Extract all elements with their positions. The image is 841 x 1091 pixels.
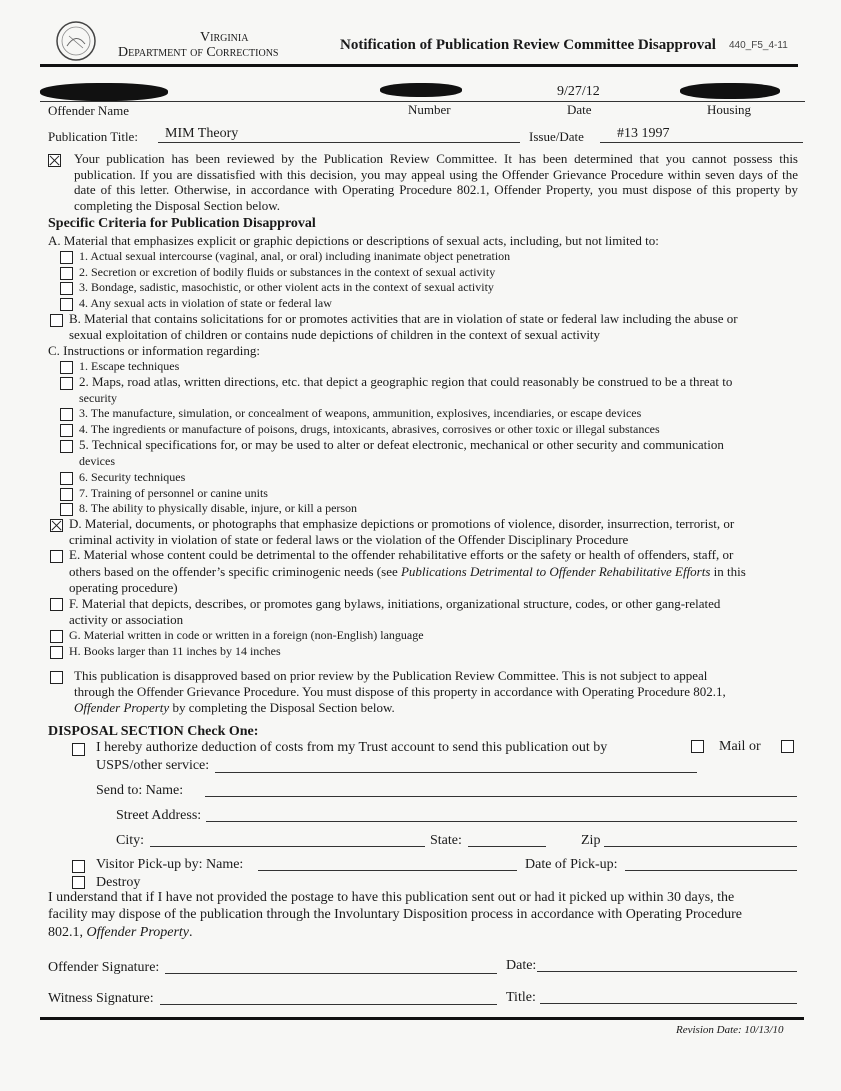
authorize-text: I hereby authorize deduction of costs from my Trust account to send this publication out by: [96, 740, 608, 755]
witness-title-line[interactable]: [540, 1003, 797, 1004]
criteria-g-checkbox[interactable]: [50, 630, 63, 643]
mail-checkbox[interactable]: [691, 740, 704, 753]
signature-date-line[interactable]: [537, 971, 797, 972]
criteria-c3-label: 3. The manufacture, simulation, or concealment of weapons, ammunition, explosives, incendiaries, or escape devices: [79, 406, 642, 420]
destroy-label: Destroy: [96, 875, 141, 890]
criteria-b-line2: sexual exploitation of children or contains nude depictions of children in the context of sexual activity: [69, 327, 601, 342]
criteria-b-checkbox[interactable]: [50, 314, 63, 327]
agency-name-line1: Virginia: [200, 30, 249, 45]
criteria-f-checkbox[interactable]: [50, 598, 63, 611]
criteria-h-label: H. Books larger than 11 inches by 14 inches: [69, 644, 281, 658]
criteria-f-line2: activity or association: [69, 612, 184, 627]
witness-signature-line[interactable]: [160, 1004, 497, 1005]
publication-title-line: [158, 142, 520, 143]
offender-signature-line[interactable]: [165, 973, 497, 974]
criteria-e-line2-italic: Publications Detrimental to Offender Rehabilitative Efforts: [400, 564, 711, 579]
housing-label: Housing: [707, 102, 752, 117]
criteria-c7-checkbox[interactable]: [60, 488, 73, 501]
offender-number-label: Number: [408, 102, 451, 117]
visitor-pickup-name-line[interactable]: [258, 870, 517, 871]
criteria-a3-checkbox[interactable]: [60, 282, 73, 295]
criteria-c6-checkbox[interactable]: [60, 472, 73, 485]
street-address-label: Street Address:: [116, 808, 202, 823]
criteria-g-label: G. Material written in code or written in a foreign (non-English) language: [69, 628, 424, 642]
send-to-name-label: Send to: Name:: [96, 783, 184, 798]
criteria-c1-checkbox[interactable]: [60, 361, 73, 374]
prior-review-checkbox[interactable]: [50, 671, 63, 684]
issue-date-label: Issue/Date: [529, 129, 584, 144]
authorize-checkbox[interactable]: [72, 743, 85, 756]
criteria-d-line2: criminal activity in violation of state or federal laws or the violation of the Offender Disciplinary Procedure: [69, 532, 629, 547]
zip-label: Zip: [581, 833, 601, 848]
criteria-c1-label: 1. Escape techniques: [79, 359, 180, 373]
criteria-c4-checkbox[interactable]: [60, 424, 73, 437]
criteria-c2-line1: 2. Maps, road atlas, written directions, etc. that depict a geographic region that could reasonably be construed to be a threat to: [79, 374, 733, 389]
criteria-c2-checkbox[interactable]: [60, 377, 73, 390]
criteria-c3-checkbox[interactable]: [60, 408, 73, 421]
visitor-pickup-checkbox[interactable]: [72, 860, 85, 873]
criteria-h-checkbox[interactable]: [50, 646, 63, 659]
footer-rule: [40, 1017, 804, 1020]
criteria-c5-checkbox[interactable]: [60, 440, 73, 453]
offender-signature-label: Offender Signature:: [48, 960, 160, 975]
prior-review-line3: [74, 700, 395, 716]
prior-review-line2: through the Offender Grievance Procedure. You must dispose of this property in accordance with Operating Procedure 802.1,: [74, 684, 726, 699]
criteria-c5-line1: 5. Technical specifications for, or may be used to alter or defeat electronic, mechanical or other security and communication: [79, 437, 724, 452]
prior-review-line3-rest: by completing the Disposal Section below.: [169, 700, 395, 715]
virginia-seal-icon: [55, 20, 97, 62]
issue-date-value: #13 1997: [617, 126, 670, 141]
mail-label: Mail or: [719, 739, 761, 754]
redacted-offender-number: [380, 83, 462, 97]
revision-date: Revision Date: 10/13/10: [676, 1024, 784, 1036]
pickup-date-line[interactable]: [625, 870, 797, 871]
redacted-housing: [680, 83, 780, 99]
issue-date-line: [600, 142, 803, 143]
criteria-e-line2-start: others based on the offender’s specific criminogenic needs (see: [69, 564, 401, 579]
intro-paragraph: Your publication has been reviewed by the Publication Review Committee. It has been determined that you cannot possess this publication. If you are dissatisfied with this decision, you may appeal using the Offender Grievance Procedure within seven days of the date of this letter. Otherwise, in accordance with Operating Procedure 802.1, Offender Property, you must dispose of this property by completing the Disposal Section below.: [74, 151, 798, 213]
criteria-e-line2: [69, 564, 746, 580]
agency-name-line2: Department of Corrections: [118, 45, 279, 60]
criteria-c8-checkbox[interactable]: [60, 503, 73, 516]
header-rule: [40, 64, 798, 67]
understand-line1: I understand that if I have not provided the postage to have this publication sent out or had it picked up within 30 days, the: [48, 890, 735, 905]
criteria-a3-label: 3. Bondage, sadistic, masochistic, or other violent acts in the context of sexual activity: [79, 280, 494, 294]
criteria-e-line2-end: in this: [710, 564, 746, 579]
offender-date-value: 9/27/12: [557, 84, 600, 99]
criteria-e-line1: E. Material whose content could be detrimental to the offender rehabilitative efforts or the safety or health of offenders, staff, or: [69, 547, 734, 562]
criteria-c4-label: 4. The ingredients or manufacture of poisons, drugs, intoxicants, abrasives, corrosives or other toxic or illegal substances: [79, 422, 660, 436]
criteria-e-line3: operating procedure): [69, 580, 178, 595]
publication-title-label: Publication Title:: [48, 129, 138, 144]
criteria-a4-label: 4. Any sexual acts in violation of state or federal law: [79, 296, 332, 310]
understand-line3-italic: Offender Property: [86, 925, 190, 940]
understand-line3-start: 802.1,: [48, 925, 87, 940]
criteria-c-heading: C. Instructions or information regarding:: [48, 343, 260, 358]
witness-title-label: Title:: [506, 990, 536, 1005]
criteria-a2-label: 2. Secretion or excretion of bodily fluids or substances in the context of sexual activity: [79, 265, 496, 279]
pickup-date-label: Date of Pick-up:: [525, 857, 618, 872]
criteria-d-line1: D. Material, documents, or photographs that emphasize depictions or promotions of violence, disorder, insurrection, terrorist, or: [69, 516, 735, 531]
usps-label: USPS/other service:: [96, 758, 210, 773]
state-label: State:: [430, 833, 462, 848]
criteria-a-heading: A. Material that emphasizes explicit or graphic depictions or descriptions of sexual acts, including, but not limited to:: [48, 233, 659, 248]
criteria-f-line1: F. Material that depicts, describes, or promotes gang bylaws, initiations, organizational structure, codes, or other gang-related: [69, 596, 721, 611]
city-label: City:: [116, 833, 145, 848]
criteria-a1-checkbox[interactable]: [60, 251, 73, 264]
form-code: 440_F5_4-11: [729, 40, 788, 51]
understand-line2: facility may dispose of the publication through the Involuntary Disposition process in accordance with Operating Procedure: [48, 907, 742, 922]
witness-signature-label: Witness Signature:: [48, 991, 154, 1006]
understand-line3-end: .: [189, 925, 193, 940]
usps-input-line[interactable]: [215, 772, 697, 773]
form-title: Notification of Publication Review Committee Disapproval: [340, 37, 716, 53]
criteria-e-checkbox[interactable]: [50, 550, 63, 563]
visitor-pickup-label: Visitor Pick-up by: Name:: [96, 857, 244, 872]
prior-review-line1: This publication is disapproved based on prior review by the Publication Review Committee. This is not subject to appeal: [74, 668, 708, 683]
criteria-c5-line2: devices: [79, 454, 115, 468]
destroy-checkbox[interactable]: [72, 876, 85, 889]
criteria-c8-label: 8. The ability to physically disable, injure, or kill a person: [79, 501, 358, 515]
send-to-name-line[interactable]: [205, 796, 797, 797]
criteria-a1-label: 1. Actual sexual intercourse (vaginal, anal, or oral) including inanimate object penetration: [79, 249, 511, 263]
signature-date-label: Date:: [506, 958, 537, 973]
criteria-a2-checkbox[interactable]: [60, 267, 73, 280]
criteria-c2-line2: security: [79, 391, 117, 405]
criteria-b-line1: B. Material that contains solicitations for or promotes activities that are in violation of state or federal law including the abuse or: [69, 311, 738, 326]
criteria-d-checkbox[interactable]: [50, 519, 63, 532]
usps-checkbox[interactable]: [781, 740, 794, 753]
zip-line[interactable]: [604, 846, 797, 847]
criteria-c6-label: 6. Security techniques: [79, 470, 186, 484]
city-line[interactable]: [150, 846, 425, 847]
redacted-offender-name: [40, 83, 168, 101]
offender-date-label: Date: [567, 102, 592, 117]
criteria-heading: Specific Criteria for Publication Disapproval: [48, 216, 316, 231]
criteria-c7-label: 7. Training of personnel or canine units: [79, 486, 268, 500]
publication-title-value: MIM Theory: [165, 126, 239, 141]
street-address-line[interactable]: [206, 821, 797, 822]
state-line[interactable]: [468, 846, 546, 847]
criteria-a4-checkbox[interactable]: [60, 298, 73, 311]
reviewed-checkbox[interactable]: [48, 154, 61, 167]
prior-review-line3-italic: Offender Property: [74, 700, 170, 715]
disposal-heading: DISPOSAL SECTION Check One:: [48, 724, 259, 739]
offender-name-label: Offender Name: [48, 103, 129, 118]
understand-line3: [48, 925, 193, 941]
